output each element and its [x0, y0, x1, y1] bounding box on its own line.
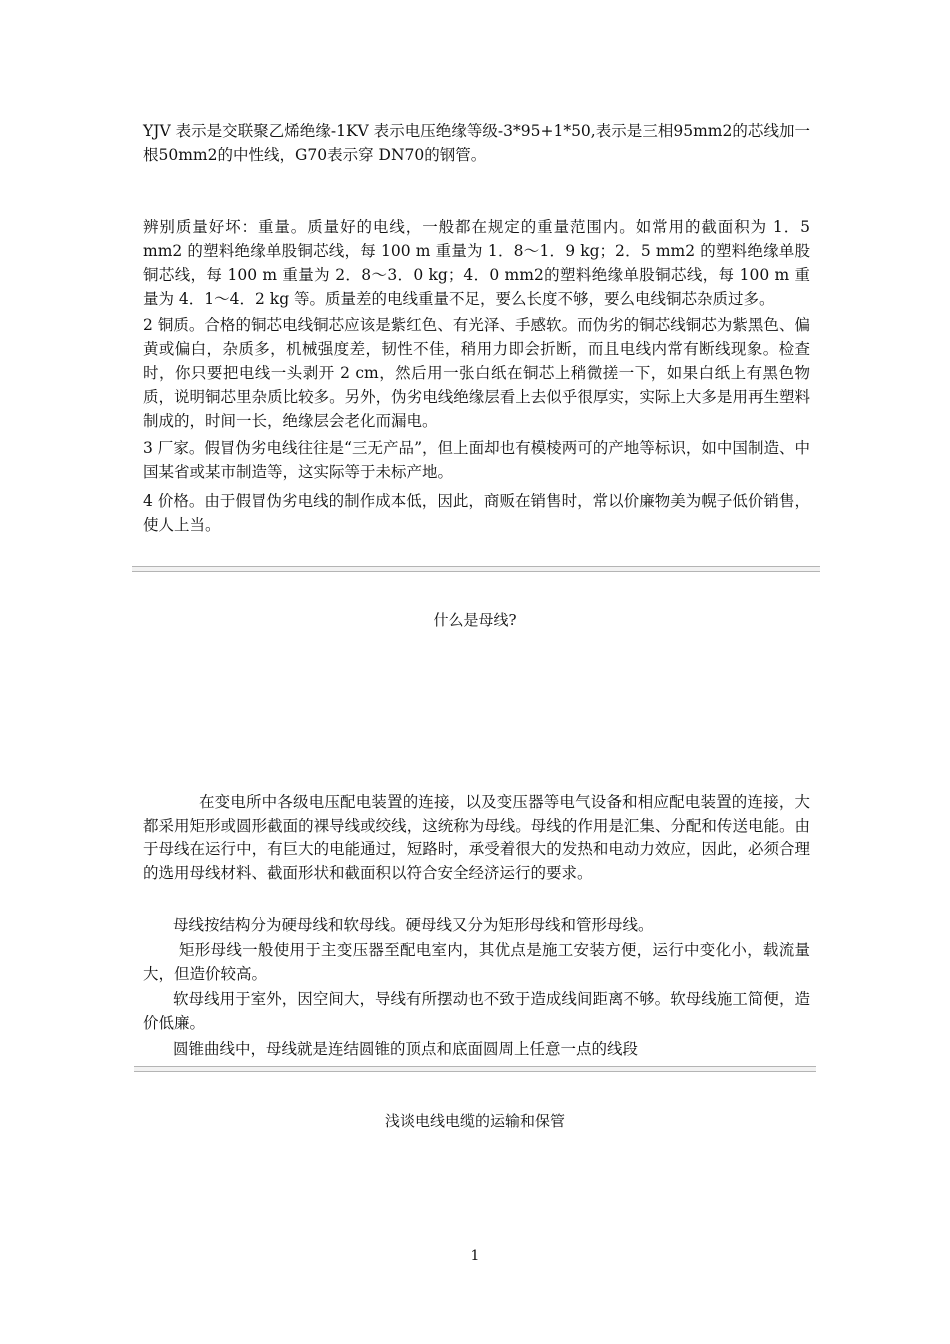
manufacturer-paragraph: 3 厂家。假冒伪劣电线往往是“三无产品”，但上面却也有模棱两可的产地等标识，如中国制造、中国某省或某市制造等，这实际等于未标产地。 — [143, 439, 810, 481]
section-divider — [132, 566, 820, 572]
copper-paragraph: 2 铜质。合格的铜芯电线铜芯应该是紫红色、有光泽、手感软。而伪劣的铜芯线铜芯为紫黑色、偏黄或偏白，杂质多，机械强度差，韧性不佳，稍用力即会折断，而且电线内常有断线现象。检查时，你只要把电线一头剥开 2 cm，然后用一张白纸在铜芯上稍微搓一下，如果白纸上有黑色物质，说明铜芯里杂质比较多。另外，伪劣电线绝缘层看上去似乎很厚实，实际上大多是用再生塑料制成的，时间一长，绝缘层会老化而漏电。 — [143, 316, 810, 430]
rectangular-busbar-paragraph: 矩形母线一般使用于主变压器至配电室内，其优点是施工安装方便，运行中变化小，载流量大，但造价较高。 — [143, 941, 810, 983]
busbar-structure-paragraph: 母线按结构分为硬母线和软母线。硬母线又分为矩形母线和管形母线。 — [173, 916, 654, 934]
page-number: 1 — [470, 1248, 480, 1264]
section-divider — [134, 1066, 816, 1072]
weight-paragraph: 辨别质量好坏：重量。质量好的电线，一般都在规定的重量范围内。如常用的截面积为 1．5 mm2 的塑料绝缘单股铜芯线，每 100 m 重量为 1．8～1．9 kg；2．5 mm2 的塑料绝缘单股铜芯线，每 100 m 重量为 2．8～3．0 kg；4．0 mm2的塑料绝缘单股铜芯线，每 100 m 重量为 4．1～4．2 kg 等。质量差的电线重量不足，要么长度不够，要么电线铜芯杂质过多。 — [143, 218, 810, 308]
soft-busbar-paragraph: 软母线用于室外，因空间大，导线有所摆动也不致于造成线间距离不够。软母线施工简便，造价低廉。 — [143, 990, 810, 1032]
yjv-paragraph: YJV 表示是交联聚乙烯绝缘-1KV 表示电压绝缘等级-3*95+1*50,表示是三相95mm2的芯线加一根50mm2的中性线，G70表示穿 DN70的钢管。 — [143, 122, 810, 164]
cone-generatrix-paragraph: 圆锥曲线中，母线就是连结圆锥的顶点和底面圆周上任意一点的线段 — [173, 1040, 639, 1058]
busbar-heading: 什么是母线? — [433, 611, 517, 629]
busbar-definition-paragraph: 在变电所中各级电压配电装置的连接，以及变压器等电气设备和相应配电装置的连接，大都采用矩形或圆形截面的裸导线或绞线，这统称为母线。母线的作用是汇集、分配和传送电能。由于母线在运行中，有巨大的电能通过，短路时，承受着很大的发热和电动力效应，因此，必须合理的选用母线材料、截面形状和截面积以符合安全经济运行的要求。 — [143, 793, 810, 882]
price-paragraph: 4 价格。由于假冒伪劣电线的制作成本低，因此，商贩在销售时，常以价廉物美为幌子低价销售，使人上当。 — [143, 492, 810, 534]
transport-heading: 浅谈电线电缆的运输和保管 — [384, 1112, 565, 1130]
